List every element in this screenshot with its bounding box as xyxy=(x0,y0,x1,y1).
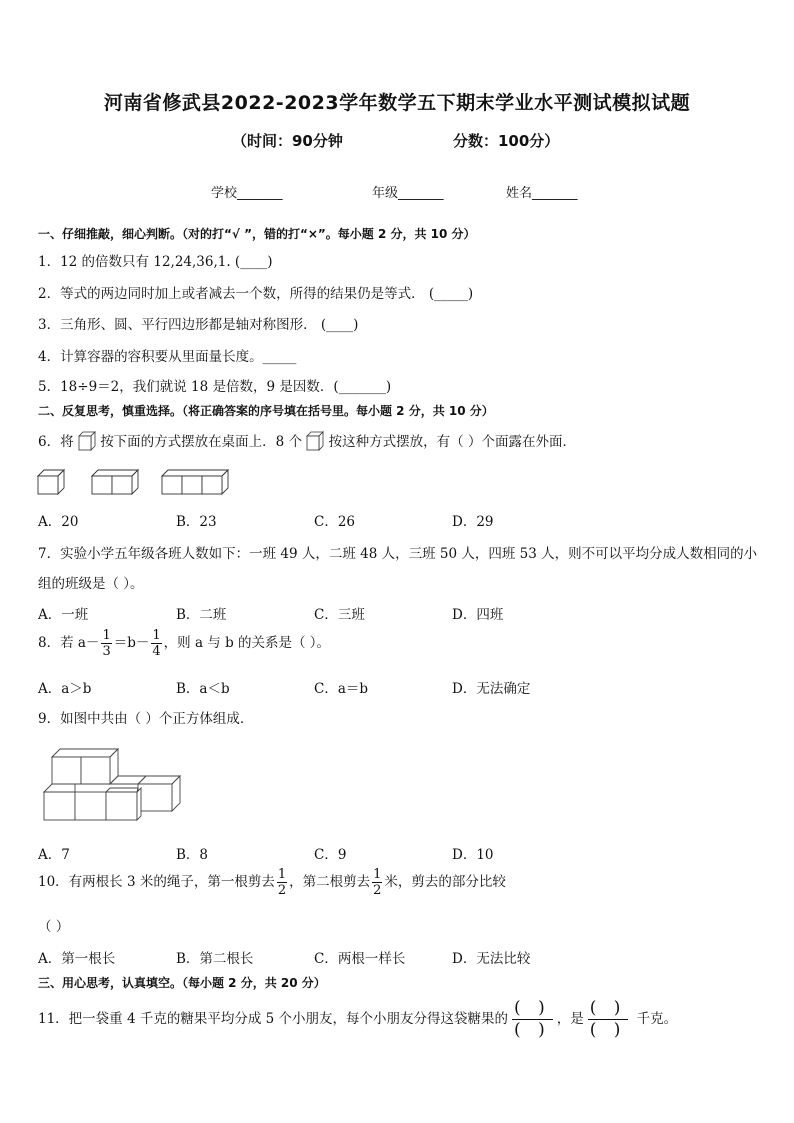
question-10-option-d: D．无法比较 xyxy=(452,951,531,967)
question-7-option-a: A．一班 xyxy=(38,607,89,623)
question-8 xyxy=(38,629,330,658)
question-8-part-c: ，则 a 与 b 的关系是（ ）。 xyxy=(163,635,331,651)
fraction-one-quarter: $\frac{1}{4}$ xyxy=(152,628,161,659)
question-6-part-a: 6．将 xyxy=(38,434,74,450)
question-6-option-c: C．26 xyxy=(314,514,356,530)
question-8-option-a: A．a＞b xyxy=(38,681,92,697)
question-1: 1．12 的倍数只有 12,24,36,1. (____) xyxy=(38,254,273,270)
question-9: 9．如图中共由（ ）个正方体组成． xyxy=(38,711,254,727)
question-7-option-b: B．二班 xyxy=(176,607,227,623)
question-8-part-a: 8．若 a－ xyxy=(38,635,100,651)
section-3-heading: 三、用心思考，认真填空。（每小题 2 分，共 20 分） xyxy=(38,976,326,990)
question-8-part-b: ＝b－ xyxy=(113,635,150,651)
question-6-part-b: 按下面的方式摆放在桌面上．8 个 xyxy=(100,434,303,450)
question-11-part-b: ，是 xyxy=(556,1011,584,1027)
school-field: 学校_______ xyxy=(211,186,283,201)
question-10-part-c: 米，剪去的部分比较 xyxy=(384,874,506,890)
question-4: 4．计算容器的容积要从里面量长度。_____ xyxy=(38,349,297,365)
question-9-option-a: A．7 xyxy=(38,847,70,863)
question-9-option-d: D．10 xyxy=(452,847,494,863)
question-3: 3．三角形、圆、平行四边形都是轴对称图形． (____) xyxy=(38,317,359,333)
question-9-option-b: B．8 xyxy=(176,847,209,863)
question-10-option-a: A．第一根长 xyxy=(38,951,116,967)
section-1-heading: 一、仔细推敲，细心判断。（对的打“√ ”，错的打“×”。每小题 2 分，共 10 分） xyxy=(38,227,476,241)
cube-icon xyxy=(306,431,324,451)
question-11 xyxy=(38,1000,677,1039)
section-2-heading: 二、反复思考，慎重选择。（将正确答案的序号填在括号里。每小题 2 分，共 10 分） xyxy=(38,404,494,418)
name-field: 姓名_______ xyxy=(506,186,578,201)
question-5: 5．18÷9＝2，我们就说 18 是倍数，9 是因数．(_______) xyxy=(38,379,392,395)
question-10-part-a: 10．有两根长 3 米的绳子，第一根剪去 xyxy=(38,874,275,890)
question-11-part-a: 11．把一袋重 4 千克的糖果平均分成 5 个小朋友，每个小朋友分得这袋糖果的 xyxy=(38,1011,509,1027)
question-6-option-d: D．29 xyxy=(452,514,494,530)
question-8-option-d: D．无法确定 xyxy=(452,681,531,697)
exam-title: 河南省修武县2022-2023学年数学五下期末学业水平测试模拟试题 xyxy=(103,92,691,114)
fraction-one-half: $\frac{1}{2}$ xyxy=(373,867,382,898)
question-6-option-b: B．23 xyxy=(176,514,217,530)
question-8-option-b: B．a＜b xyxy=(176,681,230,697)
question-10-part-b: ，第二根剪去 xyxy=(289,874,371,890)
fraction-one-third: $\frac{1}{3}$ xyxy=(102,628,111,659)
fraction-one-half: $\frac{1}{2}$ xyxy=(277,867,287,898)
question-6 xyxy=(38,430,576,453)
question-8-option-c: C．a＝b xyxy=(314,681,369,697)
cube-icon xyxy=(78,431,96,451)
question-7-option-c: C．三班 xyxy=(314,607,365,623)
grade-field: 年级_______ xyxy=(372,186,444,201)
question-10-line-2: （ ） xyxy=(38,919,70,935)
total-score: 分数：100分） xyxy=(453,132,560,150)
question-6-option-a: A．20 xyxy=(38,514,79,530)
question-9-option-c: C．9 xyxy=(314,847,347,863)
question-7-line-2: 组的班级是（ ）。 xyxy=(38,576,144,592)
blank-fraction: ( ) ( ) xyxy=(589,998,627,1040)
cube-arrangement-figure xyxy=(38,468,238,496)
blank-fraction: ( ) ( ) xyxy=(514,998,551,1040)
time-limit: （时间：90分钟 xyxy=(232,132,343,150)
question-10-option-b: B．第二根长 xyxy=(176,951,254,967)
question-10 xyxy=(38,868,506,897)
question-10-option-c: C．两根一样长 xyxy=(314,951,406,967)
question-11-part-c: 千克。 xyxy=(636,1011,678,1027)
question-2: 2．等式的两边同时加上或者减去一个数，所得的结果仍是等式． (_____) xyxy=(38,286,474,302)
question-7-line-1: 7．实验小学五年级各班人数如下：一班 49 人，二班 48 人，三班 50 人，四班 53 人，则不可以平均分成人数相同的小 xyxy=(38,546,758,562)
question-6-part-c: 按这种方式摆放，有（ ）个面露在外面． xyxy=(328,434,576,450)
stacked-cubes-figure xyxy=(42,746,182,822)
question-7-option-d: D．四班 xyxy=(452,607,504,623)
